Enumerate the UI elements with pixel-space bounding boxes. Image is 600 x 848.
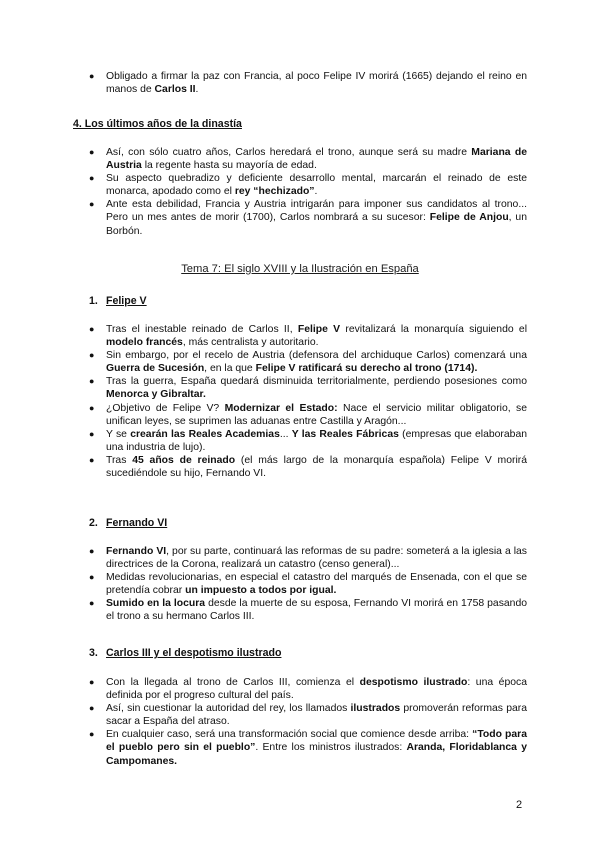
text-run: . (195, 84, 199, 96)
text-run: Tras el inestable reinado de Carlos II, (106, 324, 298, 335)
text-run: Nace el servicio militar obligatorio, se unifican leyes, se suprimen las aduanas entre Castilla y Aragón... (106, 402, 527, 427)
list-item (0, 676, 600, 702)
text-run: Tras (106, 454, 133, 466)
bold-text: “Todo para el pueblo pero sin el pueblo” (106, 729, 527, 754)
section-heading-fernando: 2. Fernando VI (89, 517, 168, 529)
section-heading: 4. Los últimos años de la dinastía (73, 118, 242, 130)
text-run: Y se (106, 428, 131, 440)
bullet-icon: ● (89, 454, 95, 465)
text-run: Obligado a firmar la paz con Francia, al poco Felipe IV morirá (1665) dejando el reino en manos de (106, 71, 527, 96)
bullet-list (0, 146, 600, 238)
carlos-list (0, 676, 600, 768)
bullet-icon: ● (89, 729, 95, 740)
bold-text: Aranda, Floridablanca y Campomanes. (106, 742, 527, 767)
bold-text: Felipe V ratificará su derecho al trono (1714). (255, 363, 478, 375)
bold-text: rey “hechizado” (234, 186, 315, 198)
text-run: , más centralista y autoritario. (182, 337, 319, 349)
bold-text: 45 años de reinado (132, 454, 236, 466)
bold-text: crearán las Reales Academias (130, 428, 280, 440)
bold-text: despotismo ilustrado (359, 677, 468, 688)
bullet-icon: ● (89, 703, 95, 714)
list-item (0, 146, 600, 172)
text-run: ... (279, 428, 292, 440)
text-run: Así, con sólo cuatro años, Carlos heredará el trono, aunque será su madre (106, 147, 472, 158)
bold-text: Carlos II (154, 84, 196, 96)
bullet-icon: ● (89, 147, 95, 157)
section-heading-carlos: 3. Carlos III y el despotismo ilustrado (89, 647, 282, 659)
text-run: Así, sin cuestionar la autoridad del rey, los llamados (106, 703, 351, 715)
section-heading-felipe: 1. Felipe V (89, 295, 147, 307)
bullet-icon: ● (89, 71, 95, 81)
fernando-list (0, 545, 600, 624)
bullet-icon: ● (89, 350, 95, 361)
text-run: . (314, 186, 318, 198)
bullet-icon: ● (89, 199, 95, 210)
list-item (0, 402, 600, 428)
bullet-list (0, 70, 600, 96)
list-item (0, 323, 600, 349)
bold-text: Y las Reales Fábricas (291, 428, 399, 440)
bullet-icon: ● (89, 598, 95, 609)
list-item (0, 172, 600, 198)
bullet-icon: ● (89, 546, 95, 556)
list-item (0, 545, 600, 571)
text-run: , un Borbón. (106, 212, 527, 237)
list-item (0, 428, 600, 454)
bold-text: Felipe de Anjou (429, 212, 509, 224)
list-item (0, 70, 600, 96)
list-item (0, 571, 600, 597)
text-run: revitalizará la monarquía siguiendo el (340, 324, 527, 335)
bullet-list (0, 323, 600, 480)
text-run: promoverán reformas para sacar a España del atraso. (106, 703, 527, 728)
chapter-title: Tema 7: El siglo XVIII y la Ilustración en España (181, 263, 419, 275)
bullet-icon: ● (89, 376, 95, 387)
text-run: Con la llegada al trono de Carlos III, comienza el (106, 677, 360, 688)
bullet-list (0, 676, 600, 768)
text-run: (empresas que elaboraban una industria de lujo). (106, 428, 527, 453)
bullet-icon: ● (89, 428, 95, 439)
bullet-icon: ● (89, 324, 95, 334)
text-run: Medidas revolucionarias, en especial el catastro del marqués de Ensenada, con el que se pretendía cobrar (106, 572, 527, 597)
bullet-icon: ● (89, 572, 95, 583)
bold-text: Sumido en la locura (106, 598, 206, 610)
text-run: En cualquier caso, será una transformación social que comience desde arriba: (106, 729, 473, 741)
text-run: Tras la guerra, España quedará disminuida territorialmente, perdiendo posesiones como (106, 376, 527, 388)
text-run: (el más largo de la monarquía española) Felipe V morirá sucediéndole su hijo, Fernando VI. (106, 454, 527, 480)
list-item (0, 198, 600, 237)
list-item (0, 375, 600, 401)
bold-text: ilustrados (350, 703, 401, 715)
list-item (0, 702, 600, 728)
text-run: : una época definida por el progreso cultural del país. (106, 677, 527, 702)
section-4-list (0, 146, 600, 238)
bold-text: Mariana de Austria (106, 147, 527, 172)
text-run: Sin embargo, por el recelo de Austria (defensora del archiduque Carlos) comenzará una (106, 350, 527, 362)
text-run: la regente hasta su mayoría de edad. (141, 160, 317, 172)
felipe-list (0, 323, 600, 480)
bullet-icon: ● (89, 402, 95, 413)
text-run: , por su parte, continuará las reformas de su padre: someterá a la iglesia a las directrices de la Corona, realizará un catastro (censo general)... (106, 546, 527, 571)
bold-text: un impuesto a todos por igual. (185, 585, 337, 597)
text-run: desde la muerte de su esposa, Fernando VI morirá en 1758 pasando el trono a su hermano Carlos III. (106, 598, 527, 623)
list-item (0, 597, 600, 623)
list-item (0, 728, 600, 767)
text-run: Ante esta debilidad, Francia y Austria intrigarán para imponer sus candidatos al trono... Pero un mes antes de morir (1700), Carlos nombrará a su sucesor: (106, 199, 527, 224)
bold-text: Menorca y Gibraltar. (106, 389, 206, 401)
bold-text: Guerra de Sucesión (106, 363, 205, 375)
bold-text: Fernando VI (106, 546, 167, 557)
text-run: ¿Objetivo de Felipe V? (106, 402, 225, 414)
bold-text: Modernizar el Estado: (224, 402, 338, 414)
page-number: 2 (516, 799, 523, 811)
text-run: , en la que (204, 363, 256, 375)
list-item (0, 454, 600, 480)
bullet-icon: ● (89, 677, 95, 687)
intro-section (0, 70, 600, 96)
bold-text: modelo francés (106, 337, 183, 349)
text-run: Su aspecto quebradizo y deficiente desarrollo mental, marcarán el reinado de este monarca, apodado como el (106, 173, 527, 198)
text-run: . Entre los ministros ilustrados: (255, 742, 407, 754)
list-item (0, 349, 600, 375)
bullet-list (0, 545, 600, 624)
bold-text: Felipe V (297, 324, 341, 335)
bullet-icon: ● (89, 173, 95, 184)
